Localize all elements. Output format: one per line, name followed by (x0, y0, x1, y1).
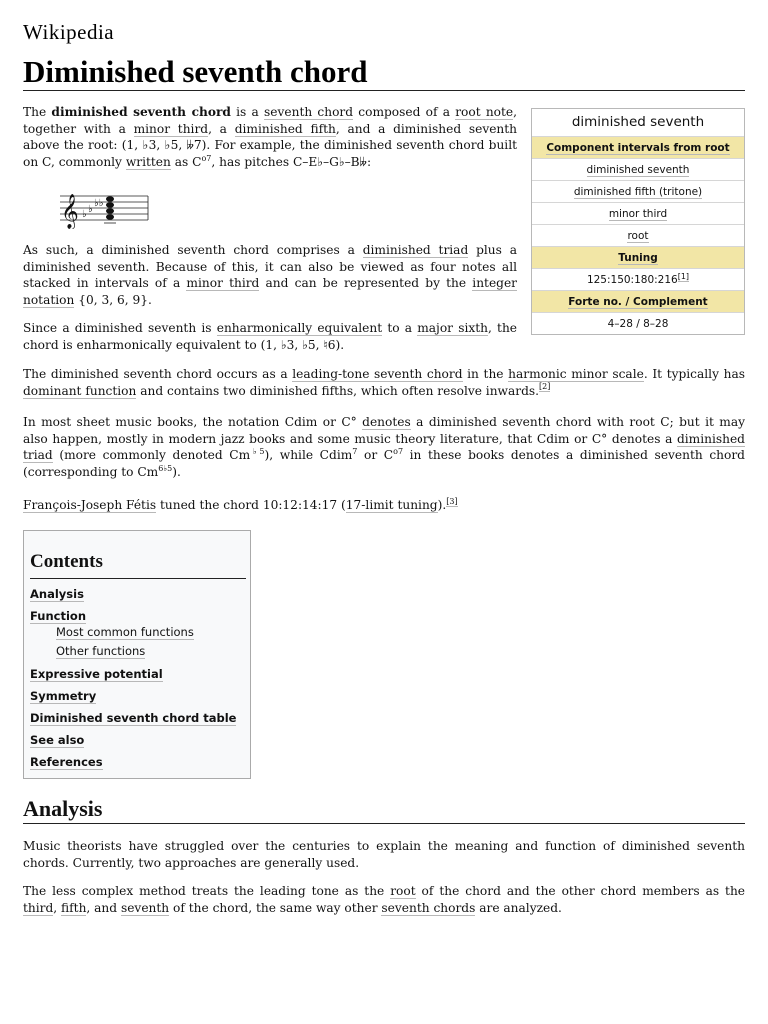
svg-text:𝄞: 𝄞 (61, 194, 79, 229)
wiki-link[interactable]: root (390, 884, 416, 898)
intro-paragraph-1 (23, 104, 517, 170)
wiki-link[interactable]: integer (472, 276, 517, 290)
infobox-title: diminished seventh (532, 109, 744, 136)
superscript: o7 (201, 153, 212, 163)
wiki-link[interactable]: root note (455, 105, 514, 119)
chord-notation-image (60, 184, 150, 229)
text-line: The less complex method treats the leading tone as the root of the chord and the other chord members as the (23, 884, 746, 898)
intro-paragraph-3 (23, 320, 517, 353)
toc-link-expressive-potential[interactable]: Expressive potential (30, 667, 163, 681)
infobox-header-tuning[interactable]: Tuning (532, 246, 744, 268)
wiki-link[interactable]: fifth (61, 900, 87, 915)
title-divider (23, 90, 745, 91)
wiki-link[interactable]: dominant function (23, 383, 137, 398)
text-line: In most sheet music books, the notation Cdim or C° denotes a diminished seventh chord with root C; but it may (23, 415, 745, 429)
bold-term: diminished seventh chord (51, 105, 231, 119)
wiki-link[interactable]: diminished fifth (234, 121, 336, 136)
wiki-link[interactable]: written (125, 154, 171, 169)
wiki-link[interactable]: diminished (676, 431, 745, 446)
citation-link[interactable]: [3] (446, 496, 458, 506)
wiki-link[interactable]: triad (23, 448, 53, 462)
wiki-link[interactable]: leading-tone seventh chord (292, 367, 463, 381)
wiki-link[interactable]: seventh (120, 900, 170, 915)
wiki-link[interactable]: François-Joseph Fétis (23, 498, 157, 512)
infobox-forte: 4–28 / 8–28 (532, 312, 744, 334)
wiki-link[interactable]: denotes (362, 415, 411, 429)
toc-title: Contents (30, 551, 103, 572)
superscript: o7 (393, 446, 404, 456)
page-title: Diminished seventh chord (23, 54, 368, 89)
toc-link-other-functions[interactable]: Other functions (56, 644, 146, 658)
wiki-link[interactable]: enharmonically equivalent (216, 321, 383, 335)
text-line: notation {0, 3, 6, 9}. (23, 292, 152, 307)
citation-link[interactable]: [2] (539, 382, 551, 392)
toc-link-most-common-functions[interactable]: Most common functions (56, 625, 194, 639)
wiki-link[interactable]: third (23, 900, 54, 915)
wiki-link[interactable]: diminished triad (362, 243, 469, 257)
wiki-link[interactable]: 17-limit tuning (345, 498, 438, 512)
infobox-header-intervals[interactable]: Component intervals from root (532, 136, 744, 158)
wiki-link[interactable]: seventh chord (264, 105, 354, 119)
superscript: ♭5 (250, 446, 265, 456)
superscript: 6♭5 (158, 463, 173, 473)
wiki-link[interactable]: minor third (186, 276, 260, 290)
wiki-link[interactable]: major sixth (417, 321, 488, 335)
wiki-link[interactable]: minor third (133, 121, 209, 136)
infobox-interval[interactable]: root (532, 224, 744, 246)
text-line: stacked in intervals of a minor third and can be represented by the integer (23, 276, 517, 290)
svg-text:♭: ♭ (88, 204, 93, 215)
text-line: The diminished seventh chord occurs as a leading-tone seventh chord in the harmonic minor scale. It typically has (23, 367, 745, 381)
text-line: dominant function and contains two diminished fifths, which often resolve inwards.[2] (23, 382, 551, 398)
intro-paragraph-5 (23, 414, 745, 480)
toc-link-analysis[interactable]: Analysis (30, 587, 84, 601)
text-line: also happen, mostly in modern jazz books and some music theory literature, that Cdim or C° denotes a diminished (23, 431, 745, 446)
wikipedia-logo[interactable]: Wikipedia (23, 20, 115, 44)
intro-paragraph-4 (23, 366, 745, 399)
wiki-link[interactable]: seventh chords (381, 900, 476, 915)
infobox-interval[interactable]: diminished fifth (tritone) (532, 180, 744, 202)
toc-link-chord-table[interactable]: Diminished seventh chord table (30, 711, 237, 725)
text-line: chord is enharmonically equivalent to (1, ♭3, ♭5, ♮6). (23, 337, 345, 352)
text-line: François-Joseph Fétis tuned the chord 10:12:14:17 (17-limit tuning).[3] (23, 496, 458, 512)
table-of-contents (23, 530, 251, 779)
wiki-link[interactable]: notation (23, 292, 75, 307)
toc-link-references[interactable]: References (30, 755, 103, 769)
text-line: Music theorists have struggled over the centuries to explain the meaning and function of diminished seventh (23, 839, 745, 853)
section-divider (23, 823, 745, 824)
text-line: triad (more commonly denoted $Cm^{♭5}$), while Cdim$^7$ or $C^{o7}$ in these books denotes a diminished seventh chord (23, 446, 745, 462)
intro-paragraph-2 (23, 242, 517, 308)
text-line: together with a minor third, a diminished fifth, and a diminished seventh (23, 121, 518, 136)
toc-link-symmetry[interactable]: Symmetry (30, 689, 97, 703)
wiki-link[interactable]: harmonic minor scale (508, 367, 644, 381)
infobox (531, 108, 745, 335)
intro-paragraph-6 (23, 497, 745, 514)
tuning-reference[interactable]: [1] (677, 271, 690, 281)
toc-link-see-also[interactable]: See also (30, 733, 85, 747)
text-line: above the root: (1, ♭3, ♭5, 𝄫7). For example, the diminished seventh chord built (23, 138, 517, 152)
svg-text:♭: ♭ (82, 209, 87, 220)
text-line: As such, a diminished seventh chord comprises a diminished triad plus a (23, 243, 517, 257)
text-line: (corresponding to $Cm^{6♭5}$). (23, 463, 181, 479)
text-line: Since a diminished seventh is enharmonically equivalent to a major sixth, the (23, 321, 518, 335)
infobox-tuning: 125:150:180:216[1] (532, 268, 744, 290)
text-line: on C, commonly written as $C^{o7}$, has pitches C–E♭–G♭–B𝄫: (23, 153, 372, 169)
infobox-header-forte[interactable]: Forte no. / Complement (532, 290, 744, 312)
text-line: diminished seventh. Because of this, it can also be viewed as four notes all (23, 259, 517, 274)
infobox-interval[interactable]: minor third (532, 202, 744, 224)
svg-text:♭♭: ♭♭ (94, 198, 104, 209)
section-heading-analysis: Analysis (23, 796, 103, 821)
text-line: The diminished seventh chord is a seventh chord composed of a root note, (23, 105, 517, 119)
text-line: third, fifth, and seventh of the chord, the same way other seventh chords are analyzed. (23, 900, 562, 915)
toc-divider (30, 578, 246, 579)
superscript: 7 (352, 446, 358, 456)
text-line: chords. Currently, two approaches are generally used. (23, 855, 360, 870)
analysis-paragraph-2 (23, 883, 745, 916)
analysis-paragraph-1 (23, 838, 745, 871)
infobox-interval[interactable]: diminished seventh (532, 158, 744, 180)
toc-link-function[interactable]: Function (30, 609, 87, 623)
